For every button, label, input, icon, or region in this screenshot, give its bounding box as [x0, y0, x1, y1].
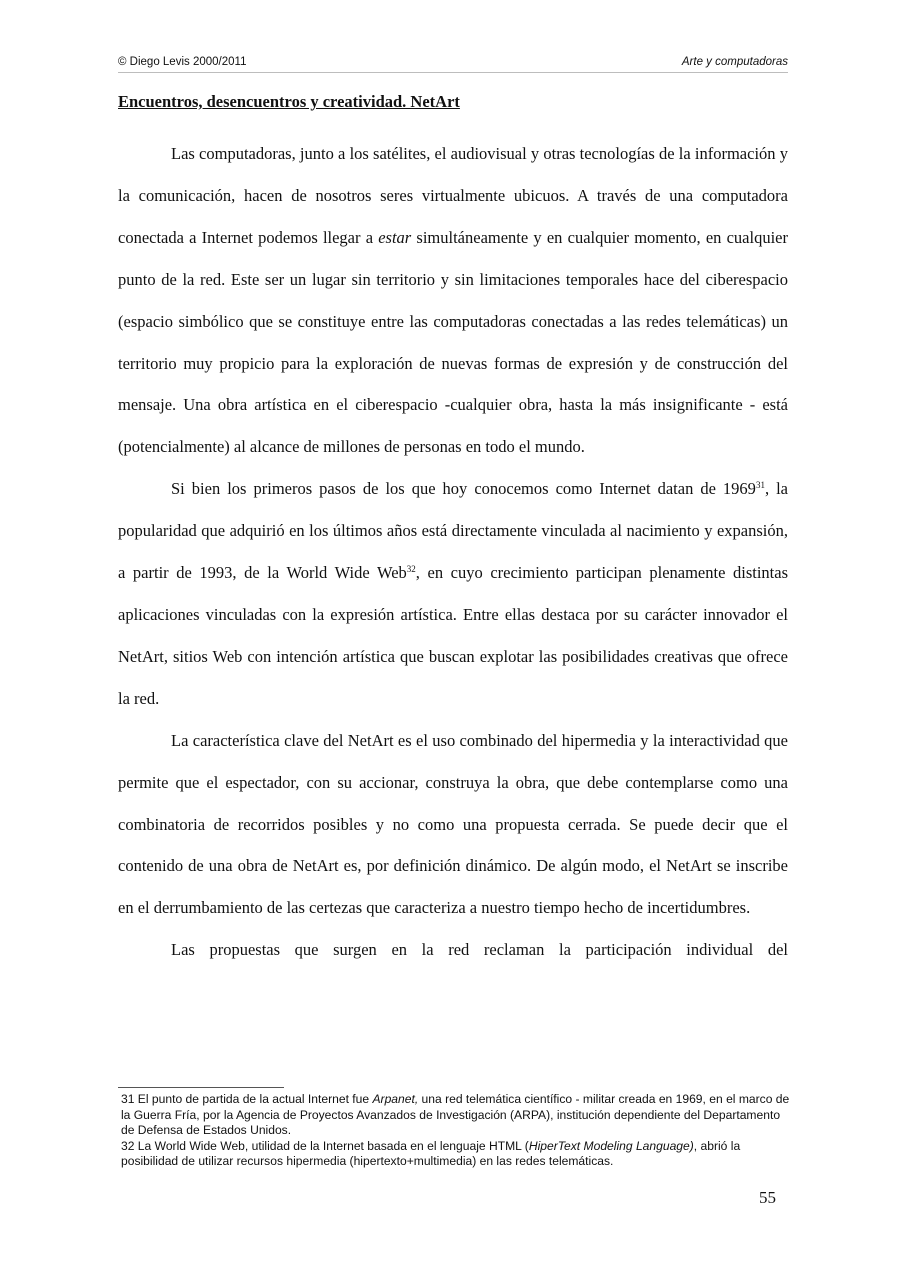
footnote-ref-32[interactable]: 32	[406, 564, 416, 575]
footnote-31	[121, 1092, 791, 1139]
footnote-32	[121, 1139, 791, 1170]
header-book-title: Arte y computadoras	[681, 56, 788, 68]
paragraph-2-text-a: Si bien los primeros pasos de los que hoy conocemos como Internet datan de 1969	[171, 479, 756, 499]
paragraph-1	[118, 133, 788, 468]
body-text	[118, 133, 788, 971]
footnote-31-text-a: 31 El punto de partida de la actual Internet fue	[121, 1092, 373, 1106]
footnotes	[121, 1092, 791, 1170]
paragraph-1-emphasis: estar	[378, 227, 412, 247]
footnote-31-text-b: una red telemática científico - militar creada en 1969, en el marco de la Guerra Fría, por la Agencia de Proyectos Avanzados de Investigación (ARPA), institución dependiente del Departamento de Defensa de Estados Unidos.	[121, 1092, 790, 1137]
footnote-31-emphasis: Arpanet,	[372, 1092, 419, 1106]
paragraph-2-text-c: , en cuyo crecimiento participan plenamente distintas aplicaciones vinculadas con la expresión artística. Entre ellas destaca por su carácter innovador el NetArt, sitios Web con intención artística que buscan explotar las posibilidades creativas que ofrece la red.	[118, 563, 788, 708]
paragraph-1-text-a: Las computadoras, junto a los satélites, el audiovisual y otras tecnologías de la información y la comunicación, hacen de nosotros seres virtualmente ubicuos. A través de una computadora conectada a Internet podemos llegar a	[118, 144, 788, 247]
paragraph-2-text-b: , la popularidad que adquirió en los últimos años está directamente vinculada al nacimiento y expansión, a partir de 1993, de la World Wide Web	[118, 479, 788, 583]
section-title: Encuentros, desencuentros y creatividad. NetArt	[118, 92, 460, 111]
page-header	[118, 54, 788, 73]
footnote-separator	[118, 1087, 284, 1088]
footnote-32-text-b: , abrió la posibilidad de utilizar recursos hipermedia (hipertexto+multimedia) en las redes telemáticas.	[121, 1138, 741, 1168]
footnote-32-emphasis: HiperText Modeling Language)	[528, 1138, 694, 1153]
header-copyright: © Diego Levis 2000/2011	[118, 56, 247, 68]
paragraph-3: La característica clave del NetArt es el uso combinado del hipermedia y la interactividad que permite que el espectador, con su accionar, construya la obra, que debe contemplarse como una combinatoria de recorridos posibles y no como una propuesta cerrada. Se puede decir que el contenido de una obra de NetArt es, por definición dinámico. De algún modo, el NetArt se inscribe en el derrumbamiento de las certezas que caracteriza a nuestro tiempo hecho de incertidumbres.	[118, 730, 788, 918]
footnote-32-text-a: 32 La World Wide Web, utilidad de la Internet basada en el lenguaje HTML (	[121, 1138, 529, 1153]
paragraph-1-text-b: simultáneamente y en cualquier momento, en cualquier punto de la red. Este ser un lugar sin territorio y sin limitaciones temporales hace del ciberespacio (espacio simbólico que se constituye entre las computadoras conectadas a las redes telemáticas) un territorio muy propicio para la exploración de nuevas formas de expresión y de construcción del mensaje. Una obra artística en el ciberespacio -cualquier obra, hasta la más insignificante - está (potencialmente) al alcance de millones de personas en todo el mundo.	[118, 227, 788, 457]
paragraph-2	[118, 468, 788, 719]
footnote-ref-31[interactable]: 31	[755, 480, 765, 491]
page-number: 55	[759, 1188, 776, 1207]
paragraph-4: Las propuestas que surgen en la red reclaman la participación individual del	[171, 940, 788, 960]
